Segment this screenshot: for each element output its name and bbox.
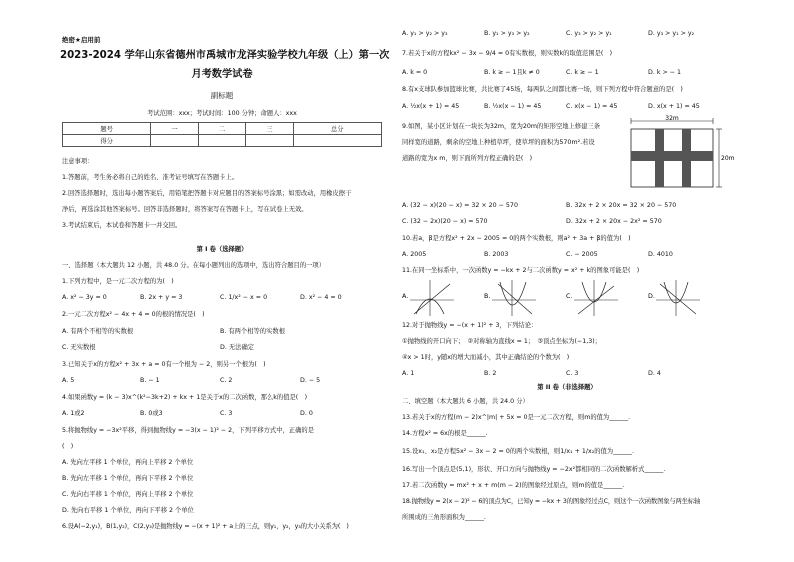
- option-c: C. 1/x² − x = 0: [220, 294, 268, 301]
- option-b: B. − 1: [140, 377, 160, 384]
- option-c: C. 3: [566, 370, 579, 377]
- note-item: 2.回答选择题时，选出每小题答案后，用铅笔把答题卡对应题目的答案标号涂黑；如需改动，用橡皮擦干: [62, 190, 352, 197]
- horizontal-road: [631, 151, 713, 161]
- option-b: B. k ≥ − 1且k ≠ 0: [484, 69, 540, 76]
- option-a: A. x² − 3y = 0: [62, 294, 107, 301]
- score-table-row: [63, 135, 382, 147]
- score-table-row: [63, 123, 382, 135]
- part2-title: 第 II 卷（非选择题）: [537, 384, 597, 391]
- graph-a: [410, 280, 454, 316]
- right-column: [402, 0, 735, 562]
- option-c: C. k ≥ − 1: [566, 69, 599, 76]
- option-a: A. ½x(x + 1) = 45: [402, 103, 460, 110]
- score-cell: 总分: [293, 123, 381, 135]
- graph-c: [574, 280, 618, 316]
- subtitle: 副标题: [210, 91, 234, 100]
- option-c: C. 3: [220, 410, 233, 417]
- option-d: D. x(x + 1) = 45: [648, 103, 700, 110]
- option-d: D. y₃ > y₁ > y₂: [648, 30, 695, 37]
- exam-title-line2: 月考数学试卷: [191, 69, 253, 80]
- graph-label-a: A.: [402, 293, 409, 300]
- graph-d: [656, 280, 700, 316]
- option-a: A. 5: [62, 377, 75, 384]
- option-b: B. 32x + 2 × 20x = 32 × 20 − 570: [566, 202, 677, 209]
- option-c: C. y₃ > y₂ > y₁: [566, 30, 612, 37]
- score-cell: [198, 135, 245, 147]
- note-item: 净后，再选涂其他答案标号。回答非选择题时，将答案写在答题卡上，写在试卷上无效。: [62, 206, 308, 213]
- option-a: A. 1或2: [62, 410, 85, 417]
- question-12: 12.对于抛物线y = −(x + 1)² + 3，下列结论：: [402, 322, 538, 329]
- vertical-road: [682, 129, 691, 187]
- option-c: C. 先向右平移 1 个单位，再向上平移 2 个单位: [62, 491, 194, 498]
- line-graph: [498, 284, 532, 314]
- question-4: 4.如果函数y = (k − 3)x^(k²−3k+2) + kx + 1是关于x的二次函数，那么k的值是( ): [62, 394, 308, 401]
- q11-graph-options: [402, 278, 732, 318]
- line-graph: [660, 284, 696, 314]
- option-d: D. 4010: [648, 251, 673, 258]
- score-cell: 题号: [63, 123, 151, 135]
- option-a: A. 1: [402, 370, 415, 377]
- score-cell: 二: [198, 123, 245, 135]
- exam-info: 考试范围：xxx；考试时间：100 分钟；命题人：xxx: [147, 110, 297, 117]
- graph-b: [492, 280, 536, 316]
- option-d: D. 无法确定: [220, 344, 255, 351]
- question-5: 5.将抛物线y = −3x²平移，得到抛物线y = −3(x − 1)² − 2，下列平移方式中，正确的是: [62, 427, 314, 434]
- score-cell: 一: [151, 123, 198, 135]
- option-c: C. 2: [220, 377, 233, 384]
- question-2: 2.一元二次方程x² − 4x + 4 = 0的根的情况是( ): [62, 311, 205, 318]
- question-6: 6.设A(−2,y₁)，B(1,y₂)，C(2,y₃)是抛物线y = −(x + 1)² + a上的三点，则y₁，y₂，y₃的大小关系为( ): [62, 523, 349, 530]
- secret-label: 绝密★启用前: [62, 36, 101, 44]
- option-a: A. k = 0: [402, 69, 428, 76]
- question-16: 16.写出一个顶点是(5,1)，形状、开口方向与抛物线y = −2x²都相同的二次函数解析式______.: [402, 466, 666, 473]
- question-1: 1.下列方程中，是一元二次方程的为( ): [62, 278, 174, 285]
- question-12-items: ①抛物线的开口向下； ②对称轴为直线x = 1； ③顶点坐标为(−1,3)；: [402, 338, 601, 345]
- score-cell: 三: [246, 123, 293, 135]
- graph-label-b: B.: [484, 293, 491, 300]
- option-a: A. (32 − x)(20 − x) = 32 × 20 − 570: [402, 202, 518, 209]
- lawn-road-figure: [627, 115, 735, 195]
- option-d: D. − 5: [300, 377, 321, 384]
- line-graph: [414, 284, 450, 314]
- option-d: D. x² − 4 = 0: [300, 294, 342, 301]
- graph-label-c: C.: [566, 293, 573, 300]
- parabola: [500, 282, 526, 305]
- option-d: D. 32x + 2 × 20x − 2x² = 570: [566, 218, 662, 225]
- question-7: 7.若关于x的方程kx² − 3x − 9/4 = 0有实数根，则实数k的取值范围是( ): [402, 50, 613, 57]
- option-a: A. y₁ > y₂ > y₃: [402, 30, 448, 37]
- score-cell: [246, 135, 293, 147]
- question-13: 13.若关于x的方程(m − 2)x^|m| + 5x = 0是一元二次方程，则m的值为______.: [402, 414, 631, 421]
- option-c: C. 无实数根: [62, 344, 96, 351]
- option-a: A. 先向左平移 1 个单位，再向上平移 2 个单位: [62, 459, 194, 466]
- option-c: C. (32 − 2x)(20 − x) = 570: [402, 218, 488, 225]
- width-label: 20m: [721, 155, 735, 162]
- question-9-line: 道路的宽为x m，则下面所列方程正确的是( ): [402, 155, 533, 162]
- question-17: 17.若二次函数y = mx² + x + m(m − 2)的图象经过原点，则m的值是______.: [402, 482, 625, 489]
- question-9-line: 9.如图，某小区计划在一块长为32m，宽为20m的矩形空地上修建三条: [402, 123, 601, 130]
- option-c: C. − 2005: [566, 251, 598, 258]
- option-d: D. 4: [648, 370, 661, 377]
- option-b: B. 2x + y = 3: [140, 294, 183, 301]
- score-cell: 得分: [63, 135, 151, 147]
- option-b: B. y₁ > y₃ > y₂: [484, 30, 530, 37]
- score-table: [62, 122, 382, 147]
- question-12-item4: ④x > 1时，y随x的增大而减小，其中正确结论的个数为( ): [402, 354, 570, 361]
- question-15: 15.设x₁、x₂是方程5x² − 3x − 2 = 0的两个实数根，则1/x₁ + 1/x₂的值为______.: [402, 448, 635, 455]
- question-8: 8.有x支球队参加篮球比赛，共比赛了45场，每两队之间都比赛一场，则下列方程中符合题意的是( ): [402, 86, 683, 93]
- notes-title: 注意事项：: [62, 158, 94, 165]
- question-14: 14.方程x² = 6x的根是______.: [402, 430, 488, 437]
- score-cell: [293, 135, 381, 147]
- option-d: D. 0: [300, 410, 313, 417]
- part1-title: 第 I 卷（选择题）: [196, 246, 248, 253]
- option-d: D. k > − 1: [648, 69, 682, 76]
- section1-heading: 一、选择题（本大题共 12 小题，共 48.0 分。在每小题列出的选项中，选出符合题目的一项）: [62, 262, 326, 269]
- question-5-paren: ( ): [62, 443, 74, 450]
- graph-label-d: D.: [648, 293, 655, 300]
- note-item: 3.考试结束后，本试卷和答题卡一并交回。: [62, 222, 182, 229]
- exam-title-line1: 2023-2024 学年山东省德州市禹城市龙泽实验学校九年级（上）第一次: [60, 50, 390, 61]
- option-a: A. 有两个不相等的实数根: [62, 328, 134, 335]
- question-18-line: 18.抛物线y = 2(x − 2)² − 6的顶点为C，已知y = −kx + 3的图象经过点C，则这个一次函数图象与两坐标轴: [402, 498, 701, 505]
- question-10: 10.若a，β是方程x² + 2x − 2005 = 0的两个实数根，则a² + 3a + β的值为( ): [402, 235, 631, 242]
- option-b: B. ½x(x − 1) = 45: [484, 103, 542, 110]
- question-18-line: 所围成的三角形面积为______.: [402, 514, 486, 521]
- note-item: 1.答题前，考生务必将自己的姓名、准考证号填写在答题卡上。: [62, 174, 239, 181]
- option-a: A. 2005: [402, 251, 427, 258]
- length-label: 32m: [665, 115, 679, 122]
- question-9-line: 同样宽的道路，剩余的空地上种植草坪，使草坪的面积为570m².若设: [402, 139, 595, 146]
- option-b: B. 2: [484, 370, 497, 377]
- left-column: [60, 0, 390, 562]
- option-b: B. 有两个相等的实数根: [220, 328, 285, 335]
- question-11: 11.在同一坐标系中，一次函数y = −kx + 2与二次函数y = x² + k的图象可能是( ): [402, 267, 640, 274]
- option-c: C. x(x − 1) = 45: [566, 103, 618, 110]
- option-b: B. 先向左平移 1 个单位，再向下平移 2 个单位: [62, 475, 194, 482]
- option-b: B. 2003: [484, 251, 509, 258]
- option-d: D. 先向右平移 1 个单位，再向下平移 2 个单位: [62, 507, 194, 514]
- section2-heading: 二、填空题（本大题共 6 小题，共 24.0 分）: [402, 398, 529, 405]
- question-3: 3.已知关于x的方程x² + 3x + a = 0有一个根为 − 2，则另一个根为( ): [62, 361, 266, 368]
- score-cell: [151, 135, 198, 147]
- vertical-road: [655, 129, 664, 187]
- option-b: B. 0或3: [140, 410, 163, 417]
